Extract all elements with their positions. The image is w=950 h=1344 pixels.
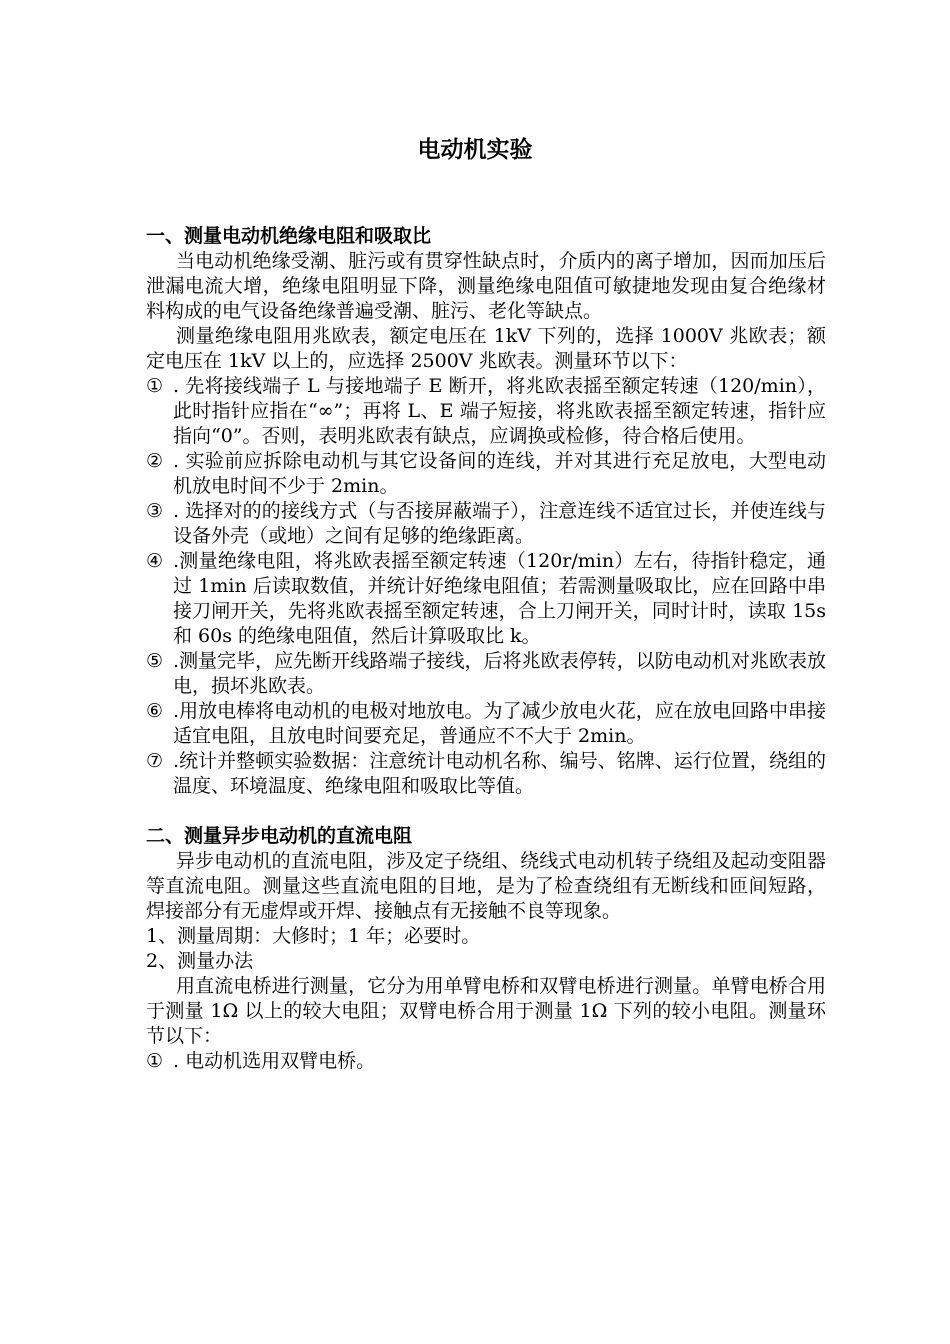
measurement-method-line: 2、测量办法 <box>146 950 254 972</box>
list-item-number: ① <box>146 1050 164 1072</box>
list-item <box>146 374 826 449</box>
document-body <box>146 224 826 1074</box>
list-item-text: . 选择对的的接线方式（与否接屏蔽端子），注意连线不适宜过长，并使连线与设备外壳（或地）之间有足够的绝缘距离。 <box>173 500 826 547</box>
list-item-number: ③ <box>146 500 164 522</box>
section-heading-insulation: 一、测量电动机绝缘电阻和吸取比 <box>146 225 432 247</box>
paragraph-megger-selection: 测量绝缘电阻用兆欧表，额定电压在 1kV 下列的，选择 1000V 兆欧表；额定电压在 1kV 以上的，应选择 2500V 兆欧表。测量环节以下： <box>146 325 826 372</box>
list-item-text: . 先将接线端子 L 与接地端子 E 断开，将兆欧表摇至额定转速（120/min），此时指针应指在“∞”；再将 L、E 端子短接，将兆欧表摇至额定转速，指针应指向“0”。否则，表明兆欧表有缺点，应调换或检修，待合格后使用。 <box>173 375 826 447</box>
section-heading-dc-resistance: 二、测量异步电动机的直流电阻 <box>146 825 413 847</box>
paragraph-dc-resistance-intro: 异步电动机的直流电阻，涉及定子绕组、绕线式电动机转子绕组及起动变阻器等直流电阻。测量这些直流电阻的目地，是为了检查绕组有无断线和匝间短路，焊接部分有无虚焊或开焊、接触点有无接触不良等现象。 <box>146 850 826 922</box>
list-item <box>146 749 826 799</box>
list-item-number: ⑦ <box>146 750 164 772</box>
list-item-text: .用放电棒将电动机的电极对地放电。为了减少放电火花，应在放电回路中串接适宜电阻，且放电时间要充足，普通应不不大于 2min。 <box>173 700 826 747</box>
list-item <box>146 449 826 499</box>
list-item-number: ② <box>146 450 164 472</box>
list-item-number: ④ <box>146 550 164 572</box>
paragraph-insulation-intro: 当电动机绝缘受潮、脏污或有贯穿性缺点时，介质内的离子增加，因而加压后泄漏电流大增，绝缘电阻明显下降，测量绝缘电阻值可敏捷地发现由复合绝缘材料构成的电气设备绝缘普遍受潮、脏污、老化等缺点。 <box>146 250 826 322</box>
list-item-text: .统计并整顿实验数据：注意统计电动机名称、编号、铭牌、运行位置，绕组的温度、环境温度、绝缘电阻和吸取比等值。 <box>173 750 826 797</box>
list-item-number: ⑥ <box>146 700 164 722</box>
list-item <box>146 549 826 649</box>
page-title: 电动机实验 <box>417 137 533 163</box>
list-item <box>146 649 826 699</box>
list-item-text: . 电动机选用双臂电桥。 <box>173 1050 376 1072</box>
list-item-number: ⑤ <box>146 650 164 672</box>
list-item <box>146 699 826 749</box>
section-spacer <box>146 799 826 824</box>
list-item-text: .测量完毕，应先断开线路端子接线，后将兆欧表停转，以防电动机对兆欧表放电，损坏兆欧表。 <box>173 650 826 697</box>
list-item-number: ① <box>146 375 164 397</box>
list-item-text: .测量绝缘电阻，将兆欧表摇至额定转速（120r/min）左右，待指针稳定，通过 1min 后读取数值，并统计好绝缘电阻值；若需测量吸取比，应在回路中串接刀闸开关，先将兆欧表摇至额定转速，合上刀闸开关，同时计时，读取 15s 和 60s 的绝缘电阻值，然后计算吸取比 k。 <box>173 550 826 647</box>
list-item <box>146 499 826 549</box>
list-item <box>146 1049 826 1074</box>
paragraph-bridge-method: 用直流电桥进行测量，它分为用单臂电桥和双臂电桥进行测量。单臂电桥合用于测量 1Ω 以上的较大电阻；双臂电桥合用于测量 1Ω 下列的较小电阻。测量环节以下： <box>146 975 826 1047</box>
measurement-period-line: 1、测量周期：大修时；1 年；必要时。 <box>146 925 481 947</box>
list-item-text: . 实验前应拆除电动机与其它设备间的连线，并对其进行充足放电，大型电动机放电时间不少于 2min。 <box>173 450 826 497</box>
